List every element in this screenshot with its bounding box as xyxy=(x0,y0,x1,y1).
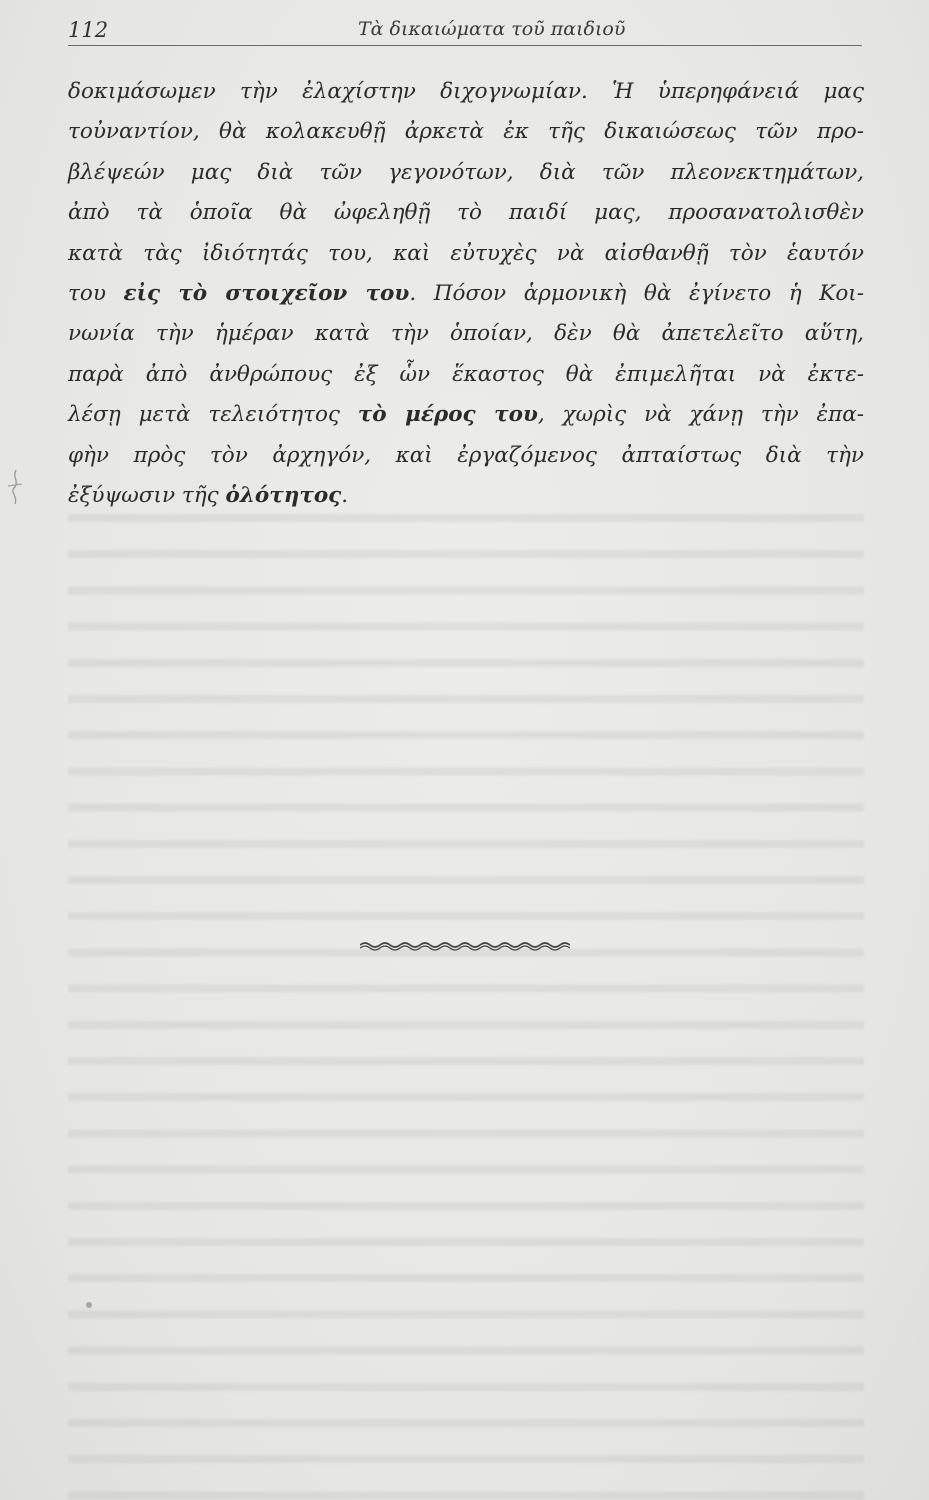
text-line xyxy=(68,193,864,233)
text-run: λέσῃ μετὰ τελειότητος xyxy=(68,402,358,428)
running-title: Τὰ δικαιώματα τοῦ παιδιοῦ xyxy=(358,18,626,40)
pencil-mark-icon xyxy=(2,468,28,506)
text-line xyxy=(68,153,864,193)
text-line xyxy=(68,274,864,314)
text-run: . xyxy=(341,482,349,508)
text-line xyxy=(68,234,864,274)
text-run: , χωρὶς νὰ χάνῃ τὴν ἐπα- xyxy=(537,402,864,428)
text-run: τοὐναντίον, θὰ κολακευθῇ ἀρκετὰ ἐκ τῆς δικαιώσεως τῶν προ- xyxy=(68,119,864,145)
text-run: ἐξύψωσιν τῆς xyxy=(68,482,226,508)
text-run: . Πόσον ἁρμονικὴ θὰ ἐγίνετο ἡ Κοι- xyxy=(409,280,864,306)
body-text xyxy=(68,72,864,516)
text-line xyxy=(68,72,864,112)
show-through-text xyxy=(68,500,864,1500)
text-line xyxy=(68,395,864,435)
text-run: κατὰ τὰς ἰδιότητάς του, καὶ εὐτυχὲς νὰ αἰσθανθῇ τὸν ἑαυτόν xyxy=(68,240,864,266)
text-run: παρὰ ἀπὸ ἀνθρώπους ἐξ ὧν ἕκαστος θὰ ἐπιμελῆται νὰ ἐκτε- xyxy=(68,361,864,387)
text-run: βλέψεών μας διὰ τῶν γεγονότων, διὰ τῶν πλεονεκτημάτων, xyxy=(68,159,864,185)
text-run: του xyxy=(68,280,124,306)
text-run: φὴν πρὸς τὸν ἀρχηγόν, καὶ ἐργαζόμενος ἀπταίστως διὰ τὴν xyxy=(68,442,864,468)
text-run: δοκιμάσωμεν τὴν ἐλαχίστην διχογνωμίαν. Ἡ ὑπερηφάνειά μας xyxy=(68,79,864,104)
bold-phrase: ὁλότητος xyxy=(225,482,342,508)
page-number: 112 xyxy=(68,18,109,42)
text-line xyxy=(68,355,864,395)
text-line xyxy=(68,436,864,476)
text-line xyxy=(68,476,864,516)
page-header xyxy=(68,14,864,48)
wavy-ornament xyxy=(360,938,570,952)
text-run: ἀπὸ τὰ ὁποῖα θὰ ὠφεληθῇ τὸ παιδί μας, προσανατολισθὲν xyxy=(68,200,864,226)
bold-phrase: τὸ μέρος του xyxy=(357,402,538,428)
bold-phrase: εἰς τὸ στοιχεῖον του xyxy=(123,280,410,306)
text-line xyxy=(68,314,864,354)
paper-speck xyxy=(86,1302,92,1308)
text-line xyxy=(68,112,864,152)
text-run: νωνία τὴν ἡμέραν κατὰ τὴν ὁποίαν, δὲν θὰ ἀπετελεῖτο αὕτη, xyxy=(68,321,864,347)
header-rule xyxy=(68,45,862,46)
